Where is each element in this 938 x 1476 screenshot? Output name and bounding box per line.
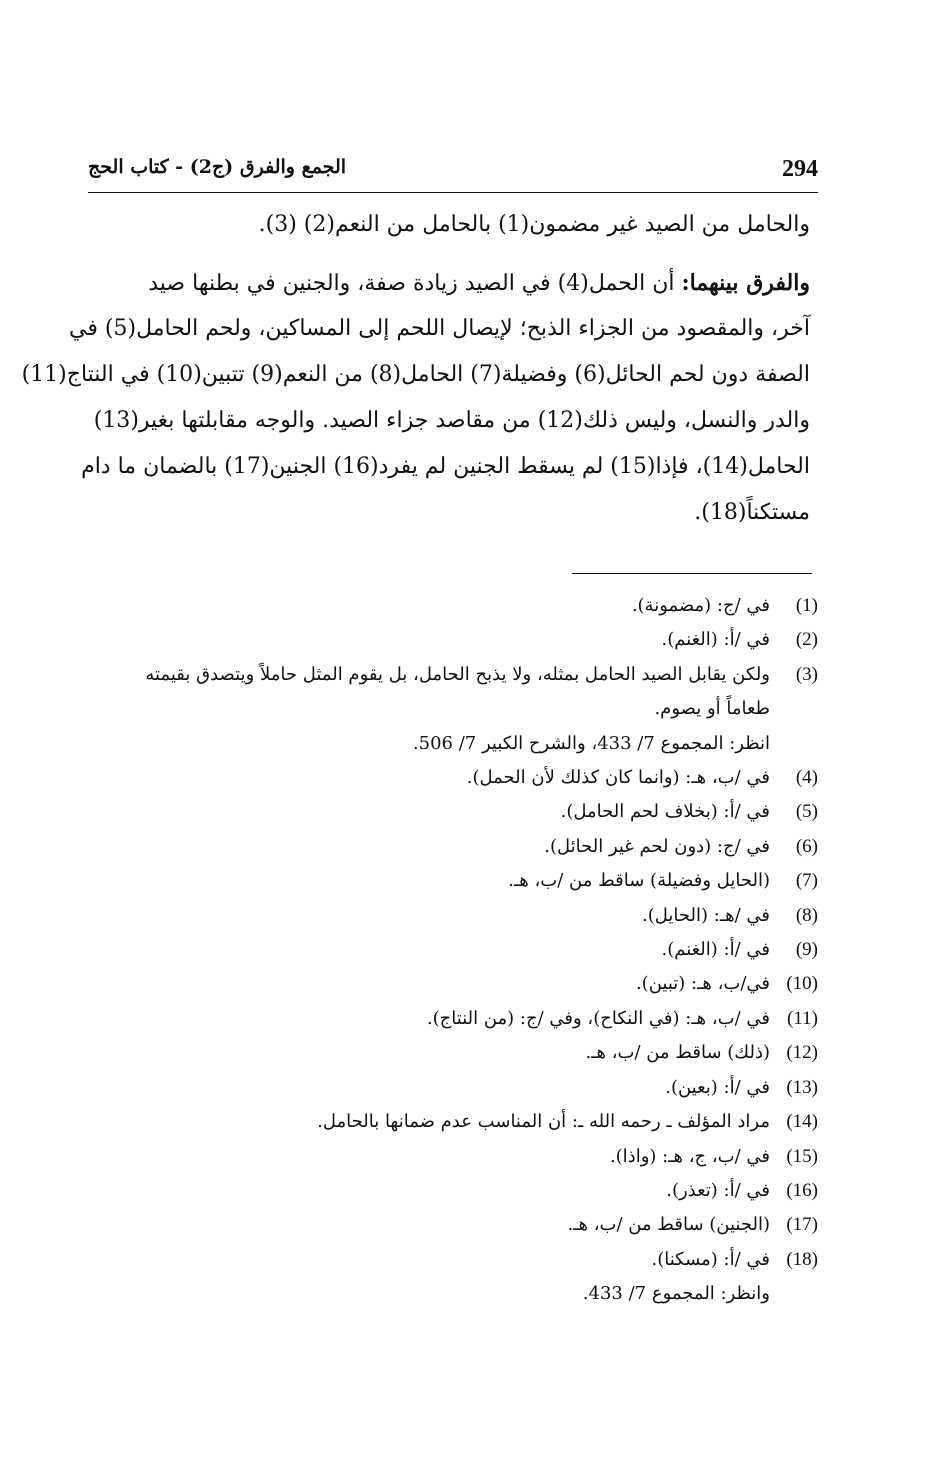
footnote-number: (10) (786, 973, 818, 995)
footnote (95, 864, 818, 898)
footnote-number: (6) (795, 835, 818, 857)
footnote-text: في /أ: (الغنم). (661, 939, 770, 961)
running-title: الجمع والفرق (ج2) - كتاب الحج (88, 156, 347, 178)
footnote-separator (572, 573, 812, 574)
footnote-text: في /ب، ج، هـ: (واذا). (609, 1145, 770, 1167)
footnote-text: في /أ: (مسكنا). (651, 1248, 770, 1270)
page-number: 294 (782, 156, 818, 182)
text-line: الحامل(14)، فإذا(15) لم يسقط الجنين لم يفرد(16) الجنين(17) بالضمان ما دام (81, 454, 810, 479)
footnote-text: في /أ: (الغنم). (661, 629, 770, 651)
footnote-text: في /ب، هـ: (في النكاح)، وفي /ج: (من النتاج). (426, 1007, 770, 1029)
footnote (95, 761, 818, 795)
footnote-number: (15) (786, 1145, 818, 1167)
footnote (95, 1002, 818, 1036)
footnote-number: (7) (795, 870, 818, 892)
footnote-text: في /ج: (دون لحم غير الحائل). (544, 835, 770, 857)
footnote-number: (9) (795, 939, 818, 961)
footnote-continuation: انظر: المجموع 7/ 433، والشرح الكبير 7/ 506. (412, 732, 770, 754)
footnote (95, 589, 818, 623)
text-line: والحامل من الصيد غير مضمون(1) بالحامل من النعم(2) (3). (258, 212, 810, 237)
footnote-number: (17) (786, 1214, 818, 1236)
footnote (95, 1140, 818, 1174)
footnote (95, 1174, 818, 1208)
footnote (95, 1208, 818, 1242)
footnote (95, 1243, 818, 1277)
footnote (95, 967, 818, 1001)
footnote-text: في /هـ: (الحايل). (642, 904, 770, 926)
footnote-number: (8) (795, 904, 818, 926)
footnote (95, 1036, 818, 1070)
paragraph-lead: والفرق بينهما: (681, 270, 810, 296)
footnote-number: (5) (795, 801, 818, 823)
footnote-number: (3) (795, 663, 818, 685)
footnote-number: (18) (786, 1248, 818, 1270)
footnote-text: في /أ: (بعين). (665, 1076, 770, 1098)
footnote (95, 933, 818, 967)
footnote (95, 1105, 818, 1139)
text-line (95, 260, 810, 306)
footnote-number: (4) (795, 767, 818, 789)
footnote-text: في /ب، هـ: (وانما كان كذلك لأن الحمل). (466, 767, 770, 789)
footnote (95, 1071, 818, 1105)
running-header (88, 152, 818, 193)
footnote-number: (12) (786, 1042, 818, 1064)
footnote (95, 899, 818, 933)
footnote-text: (ذلك) ساقط من /ب، هـ. (585, 1042, 770, 1064)
footnote-text: ولكن يقابل الصيد الحامل بمثله، ولا يذبح الحامل، بل يقوم المثل حاملاً ويتصدق بقيمته (145, 663, 770, 685)
footnote-number: (2) (795, 629, 818, 651)
footnote-text: (الحايل وفضيلة) ساقط من /ب، هـ. (508, 870, 770, 892)
text-line: الصفة دون لحم الحائل(6) وفضيلة(7) الحامل(8) من النعم(9) تتبين(10) في النتاج(11) (21, 362, 810, 387)
footnote-text: مراد المؤلف ـ رحمه الله ـ: أن المناسب عدم ضمانها بالحامل. (317, 1111, 770, 1133)
text-span: أن الحمل(4) في الصيد زيادة صفة، والجنين في بطنها صيد (148, 271, 682, 296)
footnote (95, 795, 818, 829)
footnote-continuation: طعاماً أو يصوم. (654, 698, 770, 720)
text-line: آخر، والمقصود من الجزاء الذبح؛ لإيصال اللحم إلى المساكين، ولحم الحامل(5) في (69, 316, 810, 341)
text-line: مستكناً(18). (694, 500, 810, 525)
footnote-number: (13) (786, 1076, 818, 1098)
footnote-number: (1) (795, 595, 818, 616)
footnote-continuation: وانظر: المجموع 7/ 433. (582, 1283, 770, 1305)
footnote-text: في /أ: (بخلاف لحم الحامل). (560, 801, 770, 823)
footnote-number: (16) (786, 1179, 818, 1201)
footnote-text: في /أ: (تعذر). (666, 1179, 770, 1201)
main-text (21, 202, 810, 536)
footnote-text: (الجنين) ساقط من /ب، هـ. (567, 1214, 770, 1236)
footnote-number: (14) (786, 1111, 818, 1133)
footnote (95, 623, 818, 657)
footnote (95, 830, 818, 864)
footnote (95, 658, 818, 692)
footnotes-list (95, 589, 818, 1312)
text-line: والدر والنسل، وليس ذلك(12) من مقاصد جزاء الصيد. والوجه مقابلتها بغير(13) (93, 408, 810, 433)
footnote-text: في/ب، هـ: (تبين). (635, 973, 770, 995)
footnote-text: في /ج: (مضمونة). (631, 595, 770, 616)
footnote-number: (11) (787, 1007, 818, 1029)
